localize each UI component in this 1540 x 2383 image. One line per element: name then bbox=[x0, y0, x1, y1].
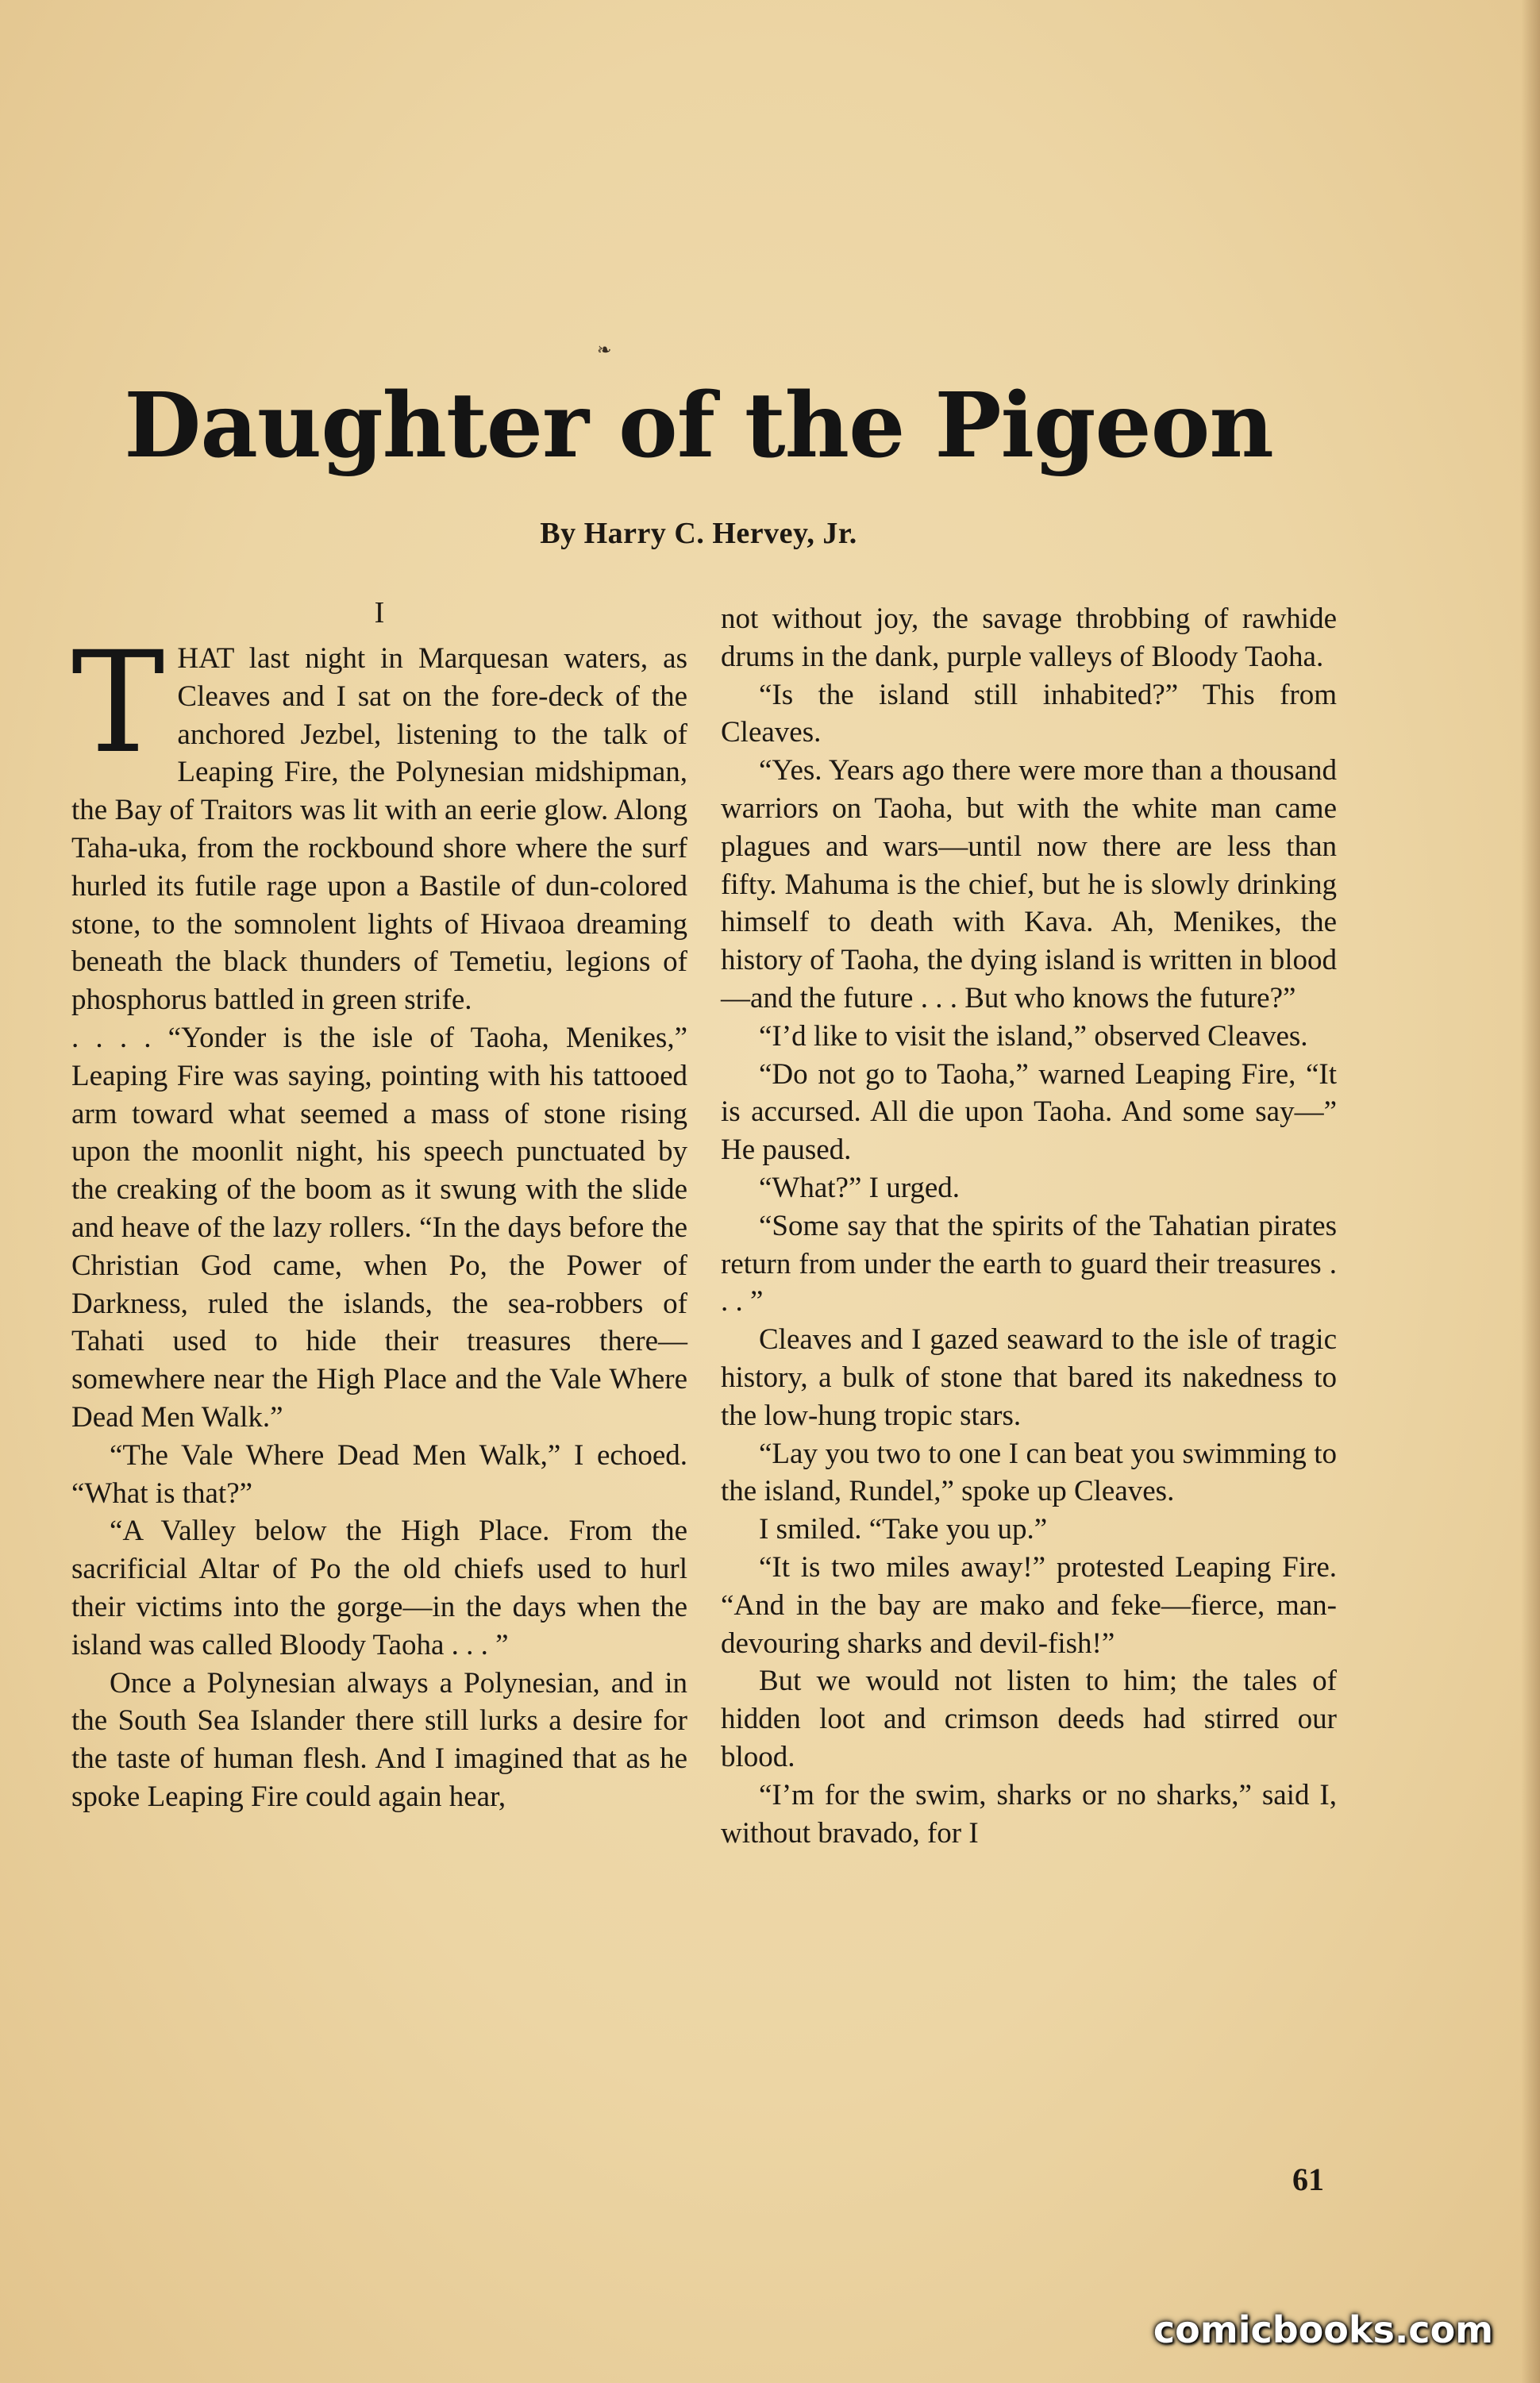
drop-cap: T bbox=[71, 622, 165, 784]
watermark-logo: comicbooks.com bbox=[1153, 2308, 1494, 2351]
story-title: Daughter of the Pigeon bbox=[124, 374, 1273, 478]
paragraph: HAT last night in Marquesan waters, as Cleaves and I sat on the fore-deck of the anchored Jezbel, listening to the talk of Leaping Fire, the Polynesian midshipman, the Bay of Traitors was lit with an eerie glow. Along Taha-uka, from the rockbound shore where the surf hurled its futile rage upon a Bastile of dun-colored stone, to the somnolent lights of Hivaoa dreaming beneath the black thunders of Temetiu, legions of phosphorus battled in green strife. bbox=[71, 642, 687, 1017]
paragraph: “It is two miles away!” protested Leaping Fire. “And in the bay are mako and feke—fierce, man-devouring sharks and devil-fish!” bbox=[721, 1550, 1337, 1660]
section-number: I bbox=[374, 596, 385, 629]
paragraph: “A Valley below the High Place. From the sacrificial Altar of Po the old chiefs used to hurl their victims into the gorge—in the days when the island was called Bloody Taoha . . . ” bbox=[71, 1515, 687, 1661]
paragraph: “Is the island still inhabited?” This from Cleaves. bbox=[721, 678, 1337, 749]
left-column bbox=[71, 592, 687, 1816]
paragraph: “I’d like to visit the island,” observed Cleaves. bbox=[759, 1019, 1308, 1053]
paragraph: “What?” I urged. bbox=[759, 1171, 961, 1204]
paragraph: “I’m for the swim, sharks or no sharks,” said I, without bravado, for I bbox=[721, 1778, 1337, 1850]
paragraph: But we would not listen to him; the tales of hidden loot and crimson deeds had stirred our blood. bbox=[721, 1665, 1337, 1773]
paragraph: “Lay you two to one I can beat you swimming to the island, Rundel,” spoke up Cleaves. bbox=[721, 1437, 1337, 1508]
paragraph: “Do not go to Taoha,” warned Leaping Fire, “It is accursed. All die upon Taoha. And some say—” He paused. bbox=[721, 1057, 1337, 1167]
paragraph: not without joy, the savage throbbing of rawhide drums in the dank, purple valleys of Bloody Taoha. bbox=[721, 602, 1337, 673]
paragraph: “Yes. Years ago there were more than a thousand warriors on Taoha, but with the white man came plagues and wars—until now there are less than fifty. Mahuma is the chief, but he is slowly drinking himself to death with Kava. Ah, Menikes, the history of Taoha, the dying island is written in blood—and the future . . . But who knows the future?” bbox=[721, 754, 1337, 1014]
paragraph: Once a Polynesian always a Polynesian, and in the South Sea Islander there still lurks a desire for the taste of human flesh. And I imagined that as he spoke Leaping Fire could again hear, bbox=[71, 1666, 687, 1813]
fleuron-icon: ❧ bbox=[597, 340, 612, 360]
paragraph: Cleaves and I gazed seaward to the isle of tragic history, a bulk of stone that bared its nakedness to the low-hung tropic stars. bbox=[721, 1323, 1337, 1432]
story-byline: By Harry C. Hervey, Jr. bbox=[540, 517, 857, 550]
paragraph: I smiled. “Take you up.” bbox=[759, 1513, 1048, 1546]
paragraph: “Some say that the spirits of the Tahatian pirates return from under the earth to guard their treasures . . . ” bbox=[721, 1209, 1337, 1319]
right-column bbox=[721, 600, 1337, 1852]
paragraph: “The Vale Where Dead Men Walk,” I echoed. “What is that?” bbox=[71, 1438, 687, 1510]
page-number: 61 bbox=[1292, 2162, 1324, 2197]
page-spine-shadow bbox=[1521, 0, 1540, 2383]
paragraph: . . . . “Yonder is the isle of Taoha, Menikes,” Leaping Fire was saying, pointing with his tattooed arm toward what seemed a mass of stone rising upon the moonlit night, his speech punctuated by the creaking of the boom as it swung with the slide and heave of the lazy rollers. “In the days before the Christian God came, when Po, the Power of Darkness, ruled the islands, the sea-robbers of Tahati used to hide their treasures there—somewhere near the High Place and the Vale Where Dead Men Walk.” bbox=[71, 1021, 687, 1434]
